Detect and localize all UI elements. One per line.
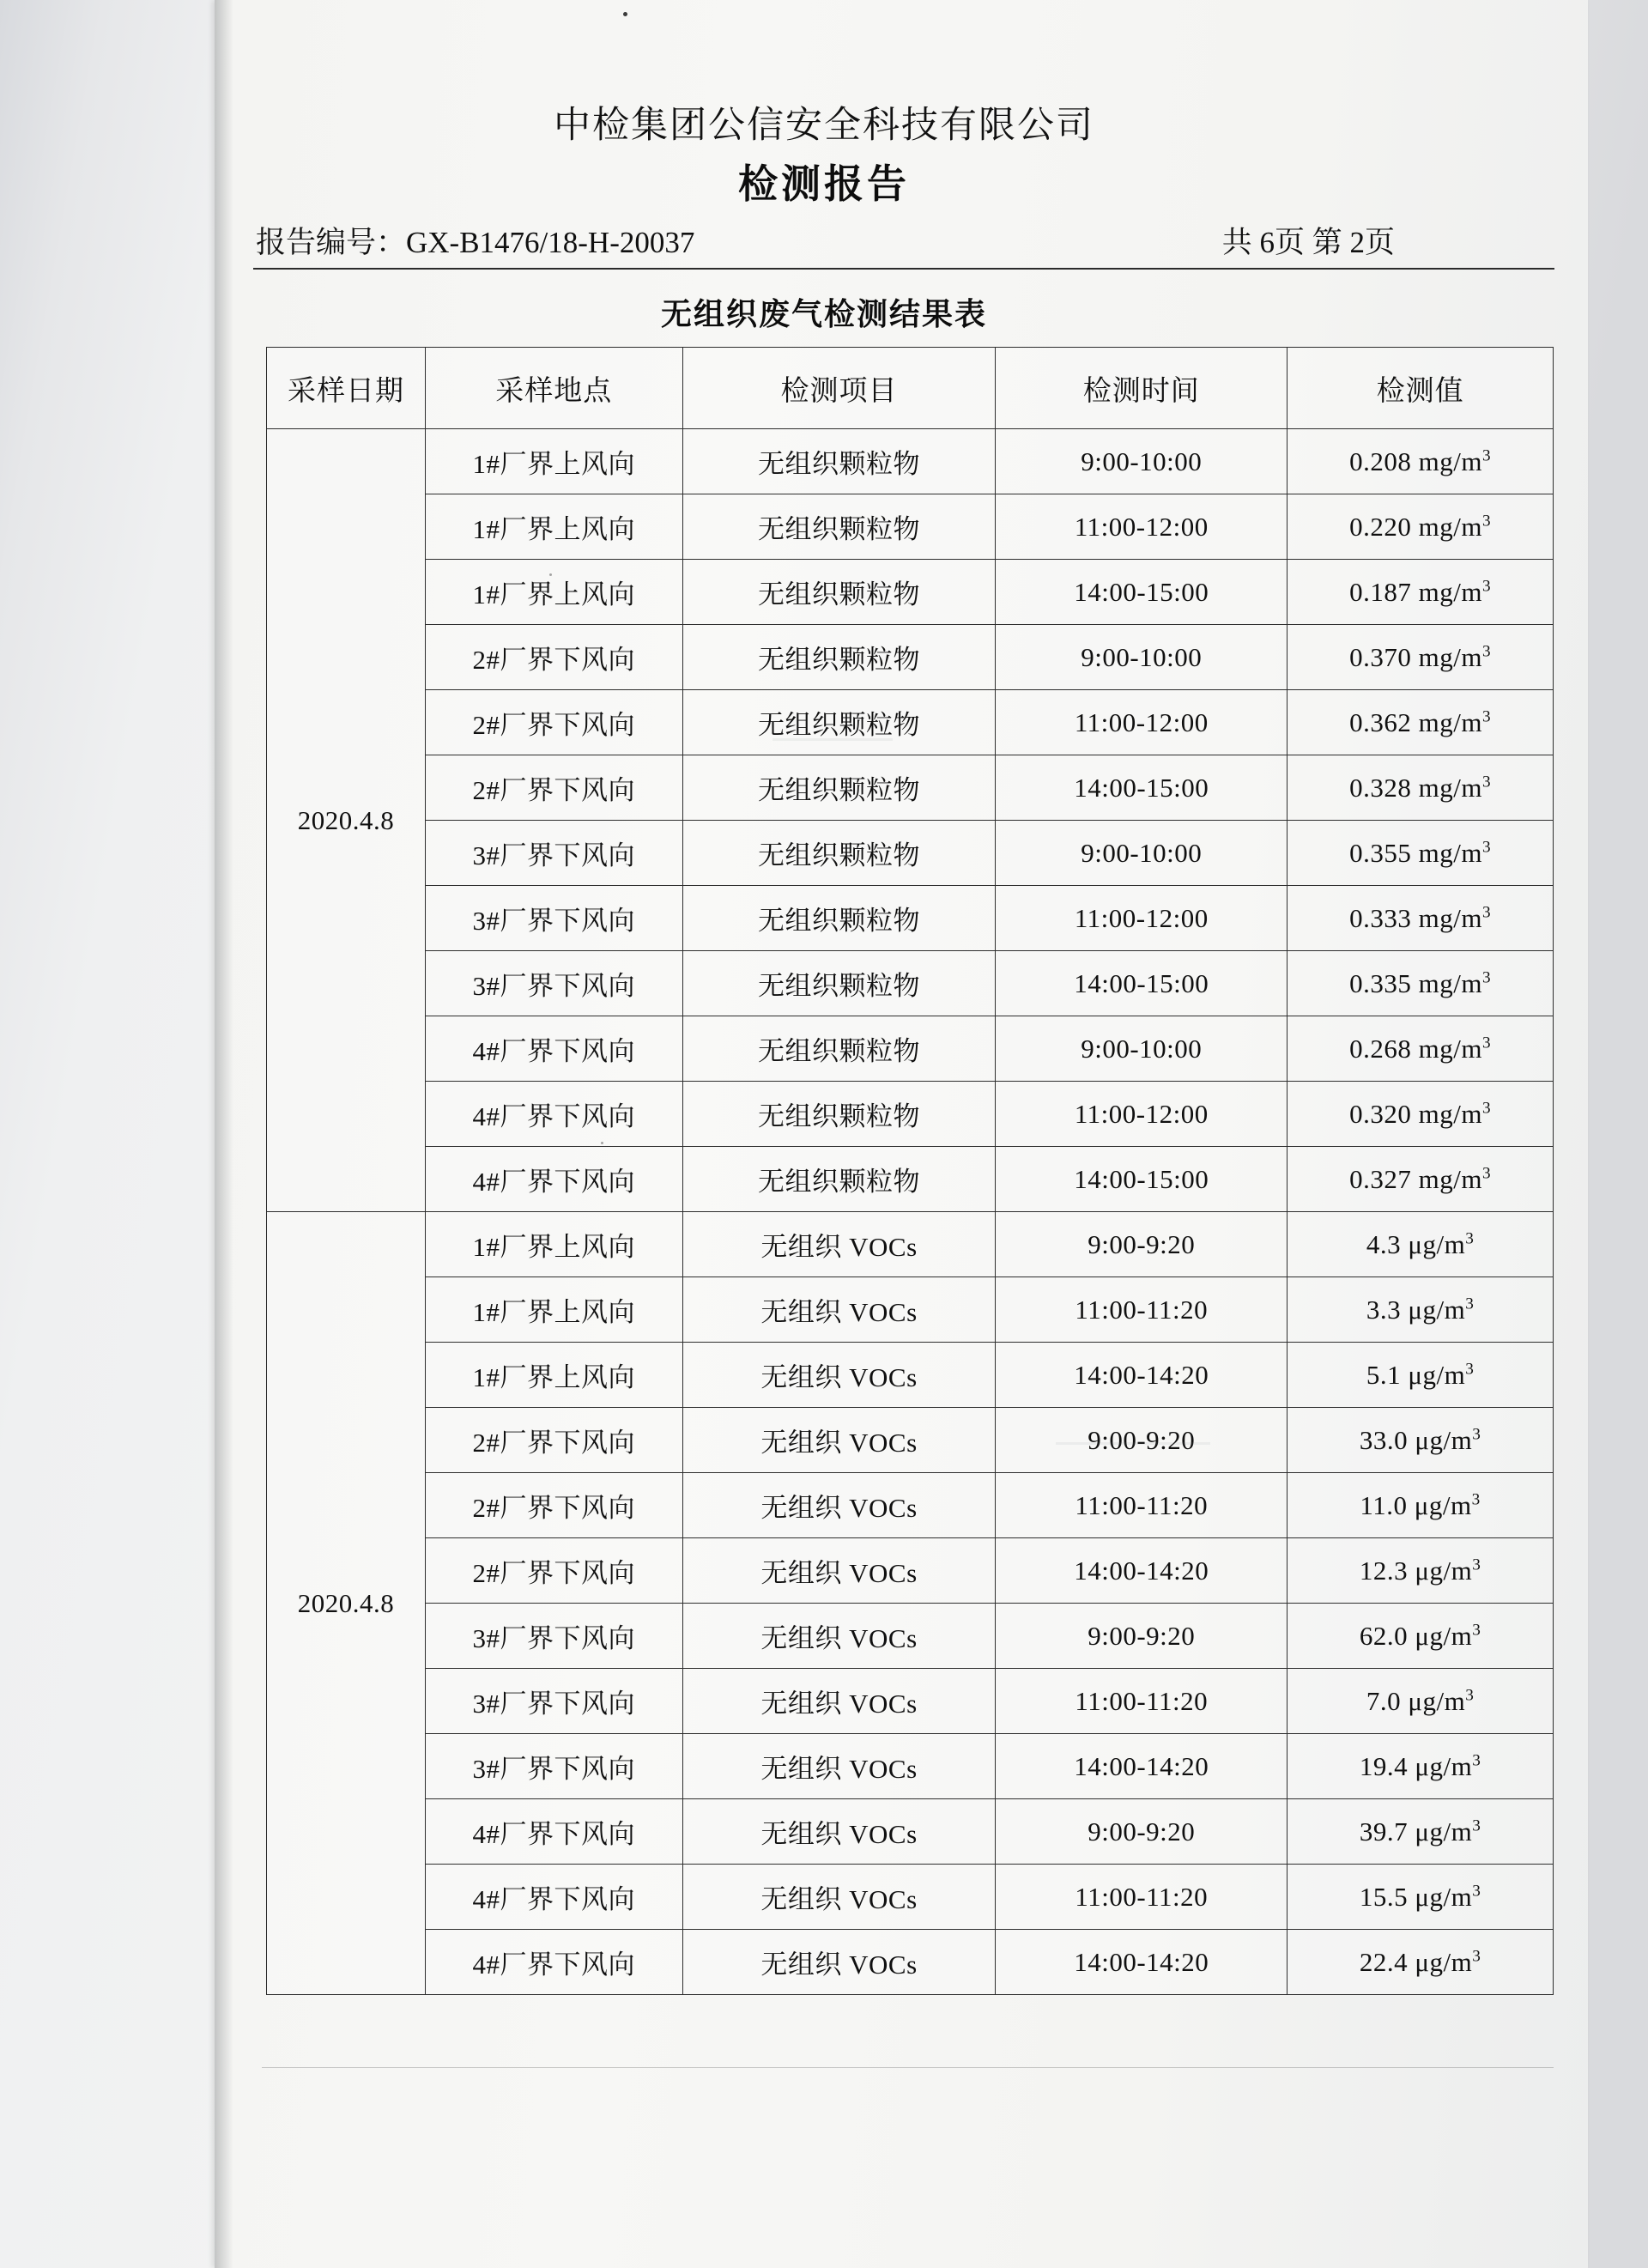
table-row bbox=[267, 1604, 1554, 1669]
scan-speck-icon bbox=[601, 1142, 603, 1144]
cell-test-value bbox=[1288, 1212, 1554, 1277]
cell-test-item: 无组织颗粒物 bbox=[682, 494, 996, 560]
table-row bbox=[267, 1277, 1554, 1343]
scan-streak bbox=[772, 738, 893, 741]
cell-test-item: 无组织 VOCs bbox=[682, 1538, 996, 1604]
value-text: 0.355 mg/m bbox=[1349, 837, 1482, 868]
cell-test-item: 无组织 VOCs bbox=[682, 1930, 996, 1995]
cell-test-value bbox=[1288, 1538, 1554, 1604]
cell-test-item: 无组织 VOCs bbox=[682, 1408, 996, 1473]
cell-test-value bbox=[1288, 1473, 1554, 1538]
cell-test-value bbox=[1288, 1082, 1554, 1147]
table-row bbox=[267, 1147, 1554, 1212]
table-row bbox=[267, 755, 1554, 821]
table-row bbox=[267, 1538, 1554, 1604]
table-header-row bbox=[267, 348, 1554, 429]
table-row bbox=[267, 1799, 1554, 1865]
cell-sampling-place: 2#厂界下风向 bbox=[425, 690, 682, 755]
cell-sampling-place: 1#厂界上风向 bbox=[425, 560, 682, 625]
value-exponent: 3 bbox=[1471, 1490, 1481, 1509]
cell-sampling-place: 1#厂界上风向 bbox=[425, 1277, 682, 1343]
value-text: 15.5 μg/m bbox=[1359, 1881, 1473, 1912]
table-row bbox=[267, 1212, 1554, 1277]
value-text: 0.328 mg/m bbox=[1349, 772, 1482, 803]
cell-sampling-place: 3#厂界下风向 bbox=[425, 951, 682, 1016]
cell-test-item: 无组织 VOCs bbox=[682, 1212, 996, 1277]
cell-test-time: 9:00-10:00 bbox=[996, 1016, 1288, 1082]
scan-speck-icon bbox=[549, 573, 552, 576]
cell-sampling-place: 4#厂界下风向 bbox=[425, 1799, 682, 1865]
column-header-date: 采样日期 bbox=[267, 348, 426, 429]
cell-sampling-place: 2#厂界下风向 bbox=[425, 625, 682, 690]
cell-test-time: 9:00-10:00 bbox=[996, 429, 1288, 494]
cell-sampling-place: 4#厂界下风向 bbox=[425, 1930, 682, 1995]
cell-test-item: 无组织 VOCs bbox=[682, 1277, 996, 1343]
cell-test-value bbox=[1288, 1277, 1554, 1343]
cell-test-item: 无组织 VOCs bbox=[682, 1343, 996, 1408]
cell-test-item: 无组织颗粒物 bbox=[682, 429, 996, 494]
cell-test-time: 9:00-9:20 bbox=[996, 1408, 1288, 1473]
cell-test-value bbox=[1288, 625, 1554, 690]
cell-sampling-place: 3#厂界下风向 bbox=[425, 821, 682, 886]
cell-sampling-place: 3#厂界下风向 bbox=[425, 1734, 682, 1799]
cell-test-item: 无组织颗粒物 bbox=[682, 560, 996, 625]
bottom-faint-line bbox=[262, 2067, 1554, 2068]
value-exponent: 3 bbox=[1465, 1295, 1475, 1313]
cell-sampling-place: 1#厂界上风向 bbox=[425, 429, 682, 494]
cell-test-value bbox=[1288, 560, 1554, 625]
value-text: 12.3 μg/m bbox=[1359, 1555, 1473, 1586]
cell-test-value bbox=[1288, 1734, 1554, 1799]
value-exponent: 3 bbox=[1472, 1882, 1481, 1901]
cell-test-time: 11:00-12:00 bbox=[996, 690, 1288, 755]
cell-test-time: 11:00-11:20 bbox=[996, 1277, 1288, 1343]
cell-sampling-place: 4#厂界下风向 bbox=[425, 1865, 682, 1930]
value-text: 0.362 mg/m bbox=[1349, 706, 1482, 737]
table-body bbox=[267, 429, 1554, 1995]
cell-test-item: 无组织 VOCs bbox=[682, 1865, 996, 1930]
cell-sampling-place: 2#厂界下风向 bbox=[425, 1408, 682, 1473]
cell-test-item: 无组织颗粒物 bbox=[682, 886, 996, 951]
value-exponent: 3 bbox=[1481, 1164, 1492, 1183]
cell-test-item: 无组织颗粒物 bbox=[682, 821, 996, 886]
value-text: 0.370 mg/m bbox=[1349, 641, 1482, 672]
page-number: 共 6页 第 2页 bbox=[1221, 226, 1395, 259]
value-exponent: 3 bbox=[1481, 903, 1492, 922]
cell-test-item: 无组织颗粒物 bbox=[682, 1016, 996, 1082]
value-text: 0.335 mg/m bbox=[1349, 967, 1482, 998]
table-row bbox=[267, 1473, 1554, 1538]
cell-test-time: 14:00-14:20 bbox=[996, 1343, 1288, 1408]
cell-test-value bbox=[1288, 1669, 1554, 1734]
column-header-value: 检测值 bbox=[1288, 348, 1554, 429]
value-text: 0.333 mg/m bbox=[1349, 902, 1482, 933]
cell-test-time: 14:00-15:00 bbox=[996, 755, 1288, 821]
cell-test-item: 无组织颗粒物 bbox=[682, 951, 996, 1016]
cell-sampling-place: 1#厂界上风向 bbox=[425, 494, 682, 560]
value-text: 0.208 mg/m bbox=[1349, 446, 1482, 476]
cell-sampling-date: 2020.4.8 bbox=[267, 429, 426, 1212]
table-row bbox=[267, 1408, 1554, 1473]
cell-sampling-place: 1#厂界上风向 bbox=[425, 1343, 682, 1408]
cell-sampling-place: 3#厂界下风向 bbox=[425, 886, 682, 951]
cell-test-item: 无组织颗粒物 bbox=[682, 690, 996, 755]
cell-test-item: 无组织 VOCs bbox=[682, 1604, 996, 1669]
cell-test-item: 无组织颗粒物 bbox=[682, 1147, 996, 1212]
table-row bbox=[267, 1930, 1554, 1995]
value-text: 4.3 μg/m bbox=[1366, 1228, 1466, 1259]
cell-test-time: 14:00-14:20 bbox=[996, 1930, 1288, 1995]
value-exponent: 3 bbox=[1481, 446, 1492, 465]
cell-test-time: 14:00-15:00 bbox=[996, 1147, 1288, 1212]
cell-test-time: 11:00-11:20 bbox=[996, 1669, 1288, 1734]
value-text: 11.0 μg/m bbox=[1360, 1489, 1472, 1520]
value-exponent: 3 bbox=[1472, 1555, 1481, 1574]
cell-test-time: 11:00-11:20 bbox=[996, 1865, 1288, 1930]
value-text: 3.3 μg/m bbox=[1366, 1294, 1466, 1325]
cell-test-item: 无组织 VOCs bbox=[682, 1473, 996, 1538]
table-row bbox=[267, 951, 1554, 1016]
value-text: 0.268 mg/m bbox=[1349, 1033, 1482, 1064]
table-row bbox=[267, 1669, 1554, 1734]
cell-test-value bbox=[1288, 1930, 1554, 1995]
column-header-time: 检测时间 bbox=[996, 348, 1288, 429]
cell-test-value bbox=[1288, 690, 1554, 755]
cell-test-time: 11:00-11:20 bbox=[996, 1473, 1288, 1538]
cell-test-item: 无组织 VOCs bbox=[682, 1669, 996, 1734]
value-exponent: 3 bbox=[1481, 838, 1492, 857]
cell-test-item: 无组织 VOCs bbox=[682, 1734, 996, 1799]
value-text: 7.0 μg/m bbox=[1366, 1685, 1466, 1716]
table-row bbox=[267, 690, 1554, 755]
table-row bbox=[267, 560, 1554, 625]
cell-sampling-place: 3#厂界下风向 bbox=[425, 1604, 682, 1669]
value-text: 0.187 mg/m bbox=[1349, 576, 1482, 607]
cell-test-value bbox=[1288, 951, 1554, 1016]
cell-test-time: 14:00-14:20 bbox=[996, 1734, 1288, 1799]
value-exponent: 3 bbox=[1472, 1425, 1481, 1444]
cell-sampling-place: 4#厂界下风向 bbox=[425, 1147, 682, 1212]
cell-sampling-place: 2#厂界下风向 bbox=[425, 1473, 682, 1538]
page-title: 检测报告 bbox=[738, 162, 910, 206]
table-row bbox=[267, 886, 1554, 951]
cell-test-time: 11:00-12:00 bbox=[996, 886, 1288, 951]
results-table bbox=[266, 347, 1554, 1995]
cell-test-time: 11:00-12:00 bbox=[996, 1082, 1288, 1147]
cell-sampling-place: 3#厂界下风向 bbox=[425, 1669, 682, 1734]
value-exponent: 3 bbox=[1481, 968, 1492, 987]
value-exponent: 3 bbox=[1481, 707, 1492, 726]
table-row bbox=[267, 1865, 1554, 1930]
value-exponent: 3 bbox=[1472, 1816, 1481, 1835]
cell-test-time: 14:00-15:00 bbox=[996, 951, 1288, 1016]
cell-sampling-place: 4#厂界下风向 bbox=[425, 1082, 682, 1147]
cell-test-value bbox=[1288, 821, 1554, 886]
value-text: 0.327 mg/m bbox=[1349, 1163, 1482, 1194]
column-header-item: 检测项目 bbox=[682, 348, 996, 429]
cell-test-time: 9:00-9:20 bbox=[996, 1604, 1288, 1669]
value-text: 0.320 mg/m bbox=[1349, 1098, 1482, 1129]
value-exponent: 3 bbox=[1481, 1099, 1492, 1118]
cell-test-value bbox=[1288, 1799, 1554, 1865]
company-name: 中检集团公信安全科技有限公司 bbox=[554, 106, 1094, 146]
scan-speck-icon bbox=[623, 12, 627, 16]
value-text: 0.220 mg/m bbox=[1349, 511, 1482, 542]
cell-test-item: 无组织 VOCs bbox=[682, 1799, 996, 1865]
table-row bbox=[267, 625, 1554, 690]
value-text: 5.1 μg/m bbox=[1366, 1359, 1466, 1390]
table-header bbox=[267, 348, 1554, 429]
value-text: 19.4 μg/m bbox=[1359, 1750, 1473, 1781]
table-row bbox=[267, 1734, 1554, 1799]
column-header-place: 采样地点 bbox=[425, 348, 682, 429]
cell-test-value bbox=[1288, 1865, 1554, 1930]
cell-test-time: 9:00-10:00 bbox=[996, 625, 1288, 690]
value-exponent: 3 bbox=[1481, 577, 1492, 596]
cell-test-value bbox=[1288, 755, 1554, 821]
cell-test-time: 11:00-12:00 bbox=[996, 494, 1288, 560]
cell-test-item: 无组织颗粒物 bbox=[682, 755, 996, 821]
table-row bbox=[267, 1016, 1554, 1082]
value-exponent: 3 bbox=[1465, 1229, 1475, 1248]
value-text: 33.0 μg/m bbox=[1359, 1424, 1473, 1455]
cell-test-time: 9:00-9:20 bbox=[996, 1799, 1288, 1865]
cell-test-item: 无组织颗粒物 bbox=[682, 625, 996, 690]
cell-sampling-place: 4#厂界下风向 bbox=[425, 1016, 682, 1082]
cell-test-value bbox=[1288, 494, 1554, 560]
value-text: 39.7 μg/m bbox=[1359, 1816, 1473, 1847]
value-exponent: 3 bbox=[1465, 1360, 1475, 1379]
value-exponent: 3 bbox=[1472, 1947, 1481, 1966]
cell-test-value bbox=[1288, 1408, 1554, 1473]
value-exponent: 3 bbox=[1481, 512, 1492, 531]
table-row bbox=[267, 1343, 1554, 1408]
cell-test-value bbox=[1288, 886, 1554, 951]
cell-test-time: 9:00-10:00 bbox=[996, 821, 1288, 886]
table-title: 无组织废气检测结果表 bbox=[660, 297, 987, 331]
report-number: 报告编号：GX-B1476/18-H-20037 bbox=[256, 226, 695, 259]
cell-test-value bbox=[1288, 1343, 1554, 1408]
value-exponent: 3 bbox=[1465, 1686, 1475, 1705]
value-exponent: 3 bbox=[1481, 1034, 1492, 1052]
table-row bbox=[267, 429, 1554, 494]
cell-test-item: 无组织颗粒物 bbox=[682, 1082, 996, 1147]
value-exponent: 3 bbox=[1472, 1751, 1481, 1770]
cell-test-value bbox=[1288, 1016, 1554, 1082]
table-row bbox=[267, 494, 1554, 560]
cell-sampling-place: 1#厂界上风向 bbox=[425, 1212, 682, 1277]
value-text: 62.0 μg/m bbox=[1359, 1620, 1473, 1651]
table-row bbox=[267, 821, 1554, 886]
cell-sampling-date: 2020.4.8 bbox=[267, 1212, 426, 1995]
cell-sampling-place: 2#厂界下风向 bbox=[425, 1538, 682, 1604]
value-exponent: 3 bbox=[1481, 773, 1492, 791]
cell-test-value bbox=[1288, 429, 1554, 494]
cell-test-time: 9:00-9:20 bbox=[996, 1212, 1288, 1277]
value-exponent: 3 bbox=[1481, 642, 1492, 661]
cell-test-time: 14:00-14:20 bbox=[996, 1538, 1288, 1604]
header-divider bbox=[253, 268, 1554, 270]
table-row bbox=[267, 1082, 1554, 1147]
cell-test-time: 14:00-15:00 bbox=[996, 560, 1288, 625]
value-exponent: 3 bbox=[1472, 1621, 1481, 1640]
cell-test-value bbox=[1288, 1147, 1554, 1212]
scan-streak bbox=[1056, 1442, 1210, 1445]
value-text: 22.4 μg/m bbox=[1359, 1946, 1473, 1977]
cell-test-value bbox=[1288, 1604, 1554, 1669]
cell-sampling-place: 2#厂界下风向 bbox=[425, 755, 682, 821]
